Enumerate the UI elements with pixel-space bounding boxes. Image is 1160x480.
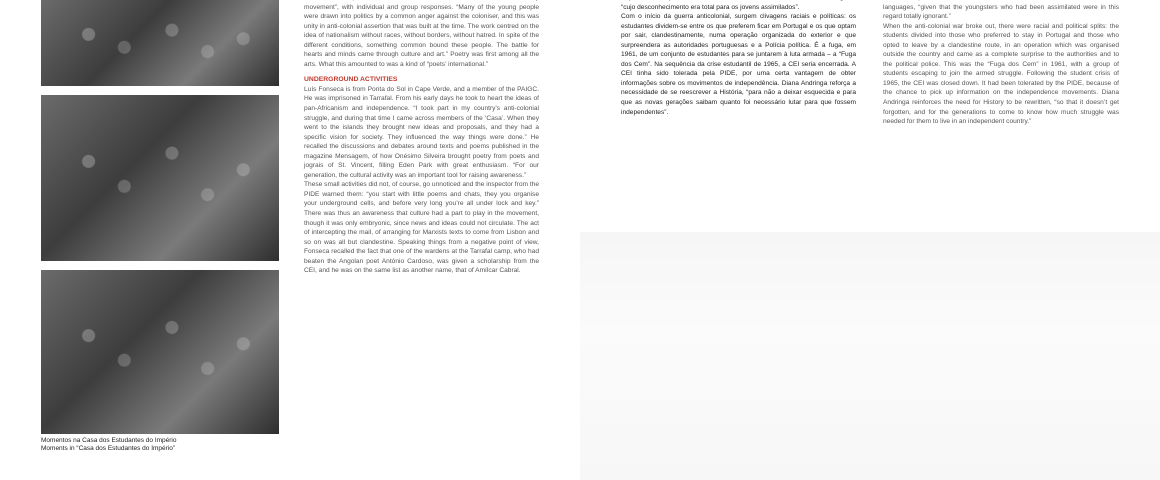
- english-column-1: [304, 0, 539, 276]
- portuguese-column: [621, 0, 856, 117]
- paragraph: These small activities did not, of course, go unnoticed and the inspector from the PIDE warned them: “you start with little poems and chats, they you organise your underground cells, and before very long you’re all under lock and key.” There was thus an awareness that culture had a part to play in the movement, though it was only embryonic, since news and ideas could not circulate. The act of intercepting the mail, of arranging for Marxists texts to come from Lisbon and so on was all but clandestine. Speaking things from a negative point of view, Fonseca recalled the fact that one of the wardens at the Tarrafal camp, who had beaten the Angolan poet António Cardoso, was given a scholarship from the CEI, and he was on the same list as another name, that of Amílcar Cabral.: [304, 181, 539, 275]
- caption-pt: Momentos na Casa dos Estudantes do Império: [41, 437, 177, 444]
- faded-background-area: [580, 232, 1160, 480]
- section-heading: UNDERGROUND ACTIVITIES: [304, 76, 398, 84]
- english-column-2: [883, 0, 1119, 127]
- caption-en: Moments in “Casa dos Estudantes do Império”: [41, 445, 176, 452]
- paragraph: When the anti-colonial war broke out, there were racial and political splits: the students divided into those who preferred to stay in Portugal and those who opted to leave by a clandestine route, in an operation which was organised outside the country and came as a complete surprise to the authorities and to the political police. This was the “Fuga dos Cem” in 1961, with a group of students escaping to join the armed struggle. Following the student crisis of 1965, the CEI was closed down. It had been tolerated by the PIDE, because of the chance to pick up information on the independence movements. Diana Andringa reinforces the need for History to be rewritten, “so that it doesn’t get forgotten, and for the generations to come to know how much struggle was needed for them to live in an independent country.”: [883, 22, 1119, 126]
- photo-caption: [41, 437, 281, 453]
- paragraph: “cujo desconhecimento era total para os jovens assimilados”.: [621, 3, 800, 11]
- paragraph: movement”, with individual and group responses. “Many of the young people were drawn into politics by a common anger against the coloniser, and this was unity in anti-colonial assertion that was built at the time. The work centred on the idea of nationalism without races, without borders, without hatred. In spite of the different conditions, something common bound these people. The battle for hearts and minds came through culture and art.” Poetry was first among all the arts. What this amounted to was a kind of “poets’ international.”: [304, 3, 539, 68]
- photo-middle: [41, 95, 279, 261]
- photo-bottom: [41, 270, 279, 434]
- paragraph: Com o início da guerra anticolonial, surgem clivagens raciais e políticas: os estudantes dividem-se entre os que preferem ficar em Portugal e os que optam por sair, clandestinamente, numa operação organizada do exterior e que surpreendera as autoridades portuguesas e a Polícia política. É a fuga, em 1961, de um conjunto de estudantes para se juntarem à luta armada – a “Fuga dos Cem”. Na sequência da crise estudantil de 1965, a CEI seria encerrada. A CEI tinha sido tolerada pela PIDE, por uma certa vantagem de obter informações sobre os movimentos de independência. Diana Andringa reforça a necessidade de se reescrever a História, “para não a deixar esquecida e para que as novas gerações saibam quanto foi necessário lutar para que fossem independentes”.: [621, 13, 856, 116]
- paragraph: Luís Fonseca is from Ponta do Sol in Cape Verde, and a member of the PAIGC. He was imprisoned in Tarrafal. From his early days he took to heart the ideas of pan-Africanism and independence. “I took part in my country’s anti-colonial struggle, and during that time I came across members of the ‘Casa’. When they went to the islands they brought new ideas and proposals, and they had a specific vision for society. They influenced the way things were done.” He recalled the discussions and debates around texts and poems published in the magazine Mensagem, of how Onésimo Silveira brought poetry from poets and jograis of St. Vincent, filling Eden Park with great enthusiasm. “For our generation, the cultural activity was an important tool for raising awareness.”: [304, 85, 539, 179]
- photo-top: [41, 0, 279, 86]
- paragraph: languages, “given that the youngsters who had been assimilated were in this regard totally ignorant.”: [883, 3, 1119, 21]
